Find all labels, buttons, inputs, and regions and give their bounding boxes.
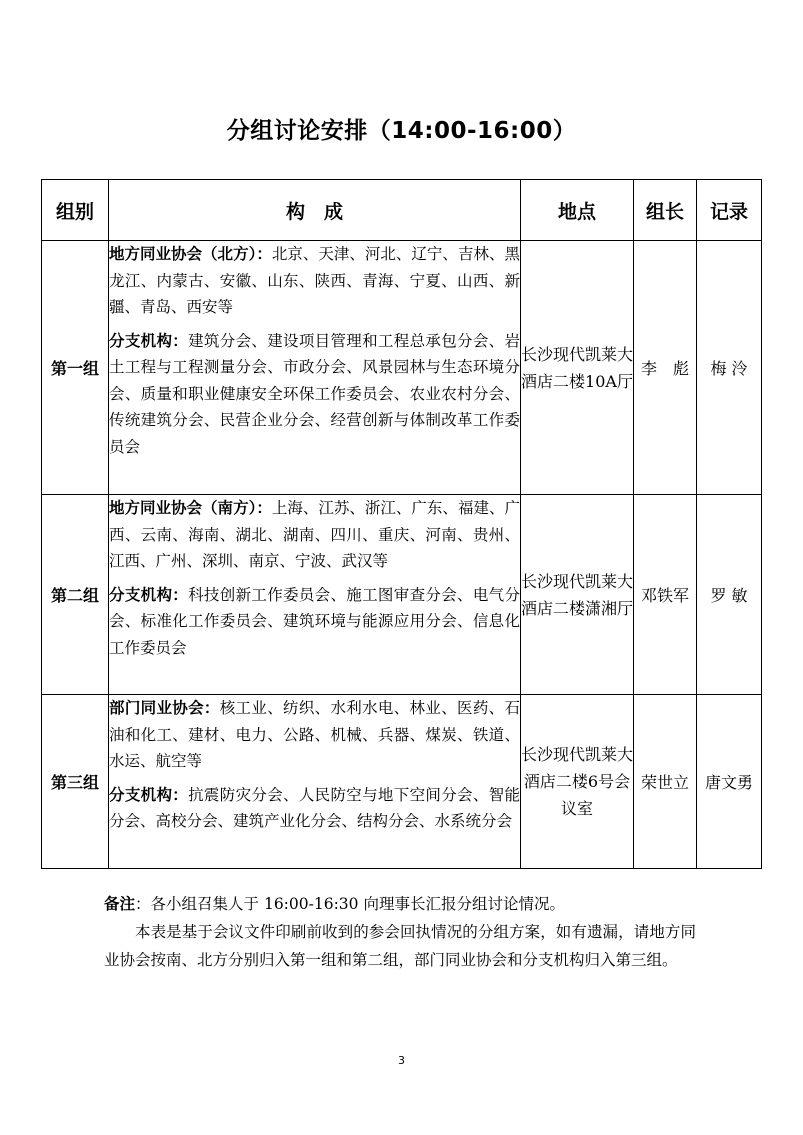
group-name: 第二组 [42,495,109,695]
section-label: 分支机构： [109,785,189,804]
section-text: 北京、天津、河北、辽宁、吉林、黑龙江、内蒙古、安徽、山东、陕西、青海、宁夏、山西、新疆、青岛、西安等 [109,245,520,316]
section-text: 抗震防灾分会、人民防空与地下空间分会、智能分会、高校分会、建筑产业化分会、结构分会、水系统分会 [109,785,520,830]
section-text: 上海、江苏、浙江、广东、福建、广西、云南、海南、湖北、湖南、四川、重庆、河南、贵州、江西、广州、深圳、南京、宁波、武汉等 [109,499,520,570]
section-label: 分支机构： [109,585,189,604]
header-leader: 组长 [634,180,697,241]
section-text: 建筑分会、建设项目管理和工程总承包分会、岩土工程与工程测量分会、市政分会、风景园林与生态环境分会、质量和职业健康安全环保工作委员会、农业农村分会、传统建筑分会、民营企业分会、经营创新与体制改革工作委员会 [109,331,520,456]
group-recorder: 梅 泠 [697,241,762,495]
remarks-line [104,890,696,918]
header-recorder: 记录 [697,180,762,241]
remarks-label: 备注 [104,895,136,913]
group-name: 第三组 [42,695,109,869]
group-composition [109,241,521,495]
group-recorder: 唐文勇 [697,695,762,869]
group-location: 长沙现代凯莱大酒店二楼6号会议室 [521,695,634,869]
composition-section [109,241,520,321]
composition-section [109,782,520,835]
remarks [104,890,696,974]
page-number: 3 [398,1054,405,1067]
composition-section [109,495,520,575]
section-label: 分支机构： [109,331,189,350]
composition-section [109,582,520,662]
group-location: 长沙现代凯莱大酒店二楼10A厅 [521,241,634,495]
group-location: 长沙现代凯莱大酒店二楼潇湘厅 [521,495,634,695]
remarks-colon: ： [135,895,151,913]
composition-section [109,695,520,775]
header-composition: 构 成 [109,180,521,241]
group-name: 第一组 [42,241,109,495]
remarks-paragraph: 本表是基于会议文件印刷前收到的参会回执情况的分组方案，如有遗漏，请地方同业协会按南、北方分别归入第一组和第二组，部门同业协会和分支机构归入第三组。 [104,923,696,969]
group-leader: 荣世立 [634,695,697,869]
section-label: 地方同业协会（南方）： [109,499,272,517]
header-row [42,180,762,241]
section-label: 地方同业协会（北方）： [109,245,272,263]
section-label: 部门同业协会： [109,699,220,717]
group-leader: 李 彪 [634,241,697,495]
header-location: 地点 [521,180,634,241]
group-composition [109,495,521,695]
group-leader: 邓铁军 [634,495,697,695]
table-row [42,695,762,869]
section-text: 核工业、纺织、水利水电、林业、医药、石油和化工、建材、电力、公路、机械、兵器、煤炭、铁道、水运、航空等 [109,699,520,770]
discussion-schedule-table [41,179,762,869]
header-group: 组别 [42,180,109,241]
table-row [42,495,762,695]
group-composition [109,695,521,869]
section-text: 科技创新工作委员会、施工图审查分会、电气分会、标准化工作委员会、建筑环境与能源应用分会、信息化工作委员会 [109,585,520,657]
table-row [42,241,762,495]
remarks-text: 各小组召集人于 16:00-16:30 向理事长汇报分组讨论情况。 [150,895,565,913]
page-title: 分组讨论安排（14:00-16:00） [226,118,577,144]
group-recorder: 罗 敏 [697,495,762,695]
composition-section [109,328,520,461]
